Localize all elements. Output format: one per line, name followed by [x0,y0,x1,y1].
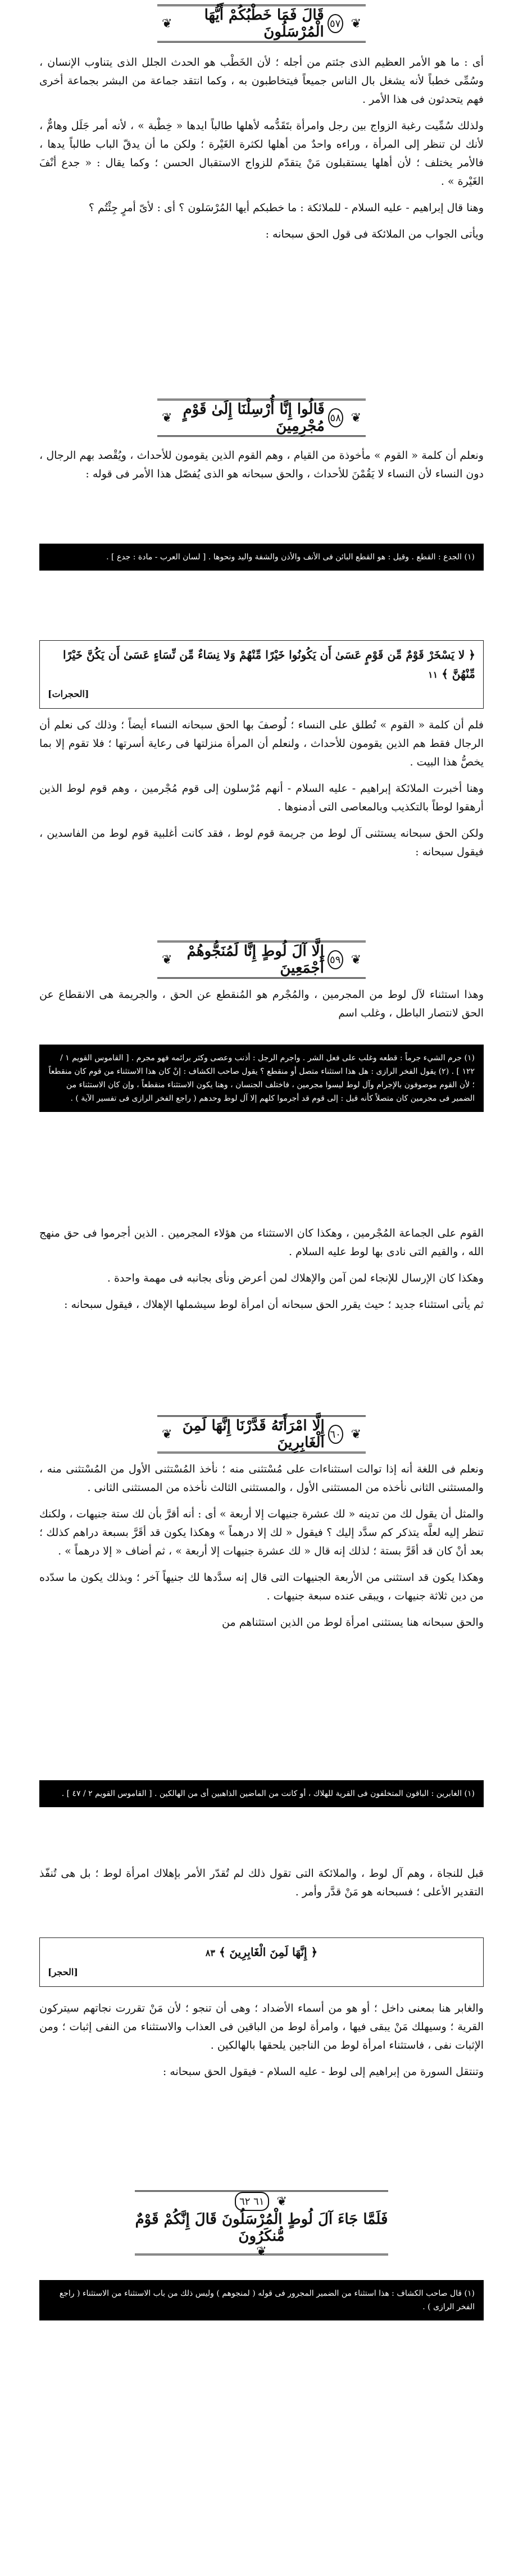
verse-banner [135,2190,388,2259]
verse-number: ٥٨ [328,408,343,427]
footnote: (١) الغابرين : الباقون المتخلفون فى القرية للهلاك ، أو كانت من الماضين الذاهبين أى من الهالكين . [ القاموس القويم ٢ / ٤٧ ] . [39,1780,484,1807]
body-text [39,1224,484,1322]
paragraph: ونعلم فى اللغة أنه إذا توالت استثناءات على مُسْتثنى منه ؛ نأخذ المُسْتثنى الأول من المُسْتثنى منه ، والمستثنى الثانى نأخذه من المستثنى الأول ، والمستثنى الثالث نأخذه من المستثنى الثانى . [39,1463,484,1494]
footnote: (١) جرم الشيء جرماً : قطعه وغلب على فعل الشر . واجرم الرجل : أذنب وعصى وكثر برائمه فهو مجرم . [ القاموس القويم ١ / ١٢٢ ] . (٢) يقول الفخر الرازى : هل هذا استثناء متصل أو منقطع ؟ يقول صاحب الكشاف : إنْ كان هذا الاستثناء من قوم كان منقطعاً ؛ لأن القوم موصوفون بالإجرام وآل لوط ليسوا مجرمين ، فاختلف الجنسان ، وهنا يكون الاستثناء منقطعاً ، وإن كان الاستثناء من الضمير فى مجرمين كان متصلاً كأنه قيل : إلى قوم قد أجرموا كلهم إلا آل لوط وحدهم ( راجع الفخر الرازى فى تفسير الآية ) . [39,1045,484,1112]
ornament-icon: ❦ [162,952,172,967]
verse-banner [157,399,366,437]
verse-banner [157,1415,366,1453]
body-text [39,1460,484,1640]
ornament-icon: ❦ [162,16,172,31]
verse-number: ٥٧ [328,14,343,33]
footnote: (١) قال صاحب الكشاف : هذا استثناء من الضمير المجرور فى قوله ( لمنجوهم ) وليس ذلك من باب الاستثناء من الاستثناء ( راجع الفخر الرازى ) . [39,2280,484,2320]
paragraph: وهذا استثناء لآل لوط من المجرمين ، والمُجْرم هو المُنقطع عن الحق ، والجريمة هى الانقطاع عن الحق لانتصار الباطل ، وغلب اسم [39,988,484,1019]
body-text [39,1864,484,1909]
verse-text: ﴿ إِنَّهَا لَمِنَ الْغَابِرِينَ ﴾ [219,1945,318,1959]
verse-number: ٦٠ [328,1425,343,1444]
quoted-verse [39,1937,484,1987]
paragraph: والحق سبحانه هنا يستثنى امرأة لوط من الذين استثناهم من [222,1616,484,1629]
verse-number: ١١ [428,669,438,680]
paragraph: وهكذا يكون قد استثنى من الأربعة الجنيهات التى قال إنه سدَّدها لك جنيهاً آخر ؛ وبذلك يكون ما سدّده من دين ثلاثة جنيهات ، ويبقى عنده سبعة جنيهات . [39,1571,484,1602]
page-4 [0,1853,523,2576]
verse-number: ٨٣ [205,1948,215,1958]
page-2 [0,635,523,1202]
page-3 [0,1213,523,1842]
paragraph: القوم على الجماعة المُجْرمين ، وهكذا كان الاستثناء من هؤلاء المجرمين . الذين أجرموا فى حق منهج الله ، والقيم التى نادى بها لوط عليه السلام . [39,1227,484,1258]
ornament-icon: ❦ [162,411,172,425]
verse-banner [157,4,366,43]
paragraph: ولكن الحق سبحانه يستثنى آل لوط من جريمة قوم لوط ، فقد كانت أغلبية قوم لوط من الفاسدين ، فيقول سبحانه : [39,827,484,858]
body-text [39,53,484,252]
surah-reference: [الحجرات] [48,689,89,699]
verse-text: إِلَّا امْرَأَتَهُ قَدَّرْنَا إِنَّهَا لَمِنَ الْغَابِرِينَ [182,1417,325,1451]
body-text [39,986,484,1031]
paragraph: ولذلك سُمِّيت رغبة الزواج بين رجل وامرأة بتَقَدُّمه لأهلها طالباً ايدها « خِطْبة » ، لأنه أمر جَلَل وهامٌّ ، لأنك لن تنظر إلى المرأة ، وراءه واحدٌ من أهلها لكثرة الغَيْرة ؛ ولكن ما أن يدقّ الباب طالباً يدها ، فالأمر يختلف ؛ لأن أهلها يستقبلون مَنْ يتقدّم للزواج الاستقبال الحسن ؛ وكما يقال : « جدع أنْفَ الغَيْرة » . [39,120,484,188]
paragraph: فلم أن كلمة « القوم » تُطلق على النساء ؛ لُوصفَ بها الحق سبحانه النساء أيضاً ؛ وذلك كى نعلم أن الرجال فقط هم الذين يقومون للأحداث ، ولنعلم أن المرأة منزلتها فى رعاية أسرتها ؛ فلا تقوم إلا بما يخصُّ هذا البيت . [39,719,484,768]
surah-reference: [الحجر] [48,1967,78,1977]
body-text [39,446,484,491]
paragraph: والغابر هنا بمعنى داخل ؛ أو هو من أسماء الأضداد ؛ وهى أن تنجو ؛ لأن مَنْ تقررت نجاتهم سيتركون القرية ؛ وسيهلك مَنْ يبقى فيها ، وامرأة لوط من الباقين فى العذاب والاستثناء من النفى إثبات ؛ ومن الإثبات نفى ، فاستثناء امرأة لوط من الناجين يلحقها بالهالكين . [39,2002,484,2051]
paragraph: وهنا أخبرت الملائكة إبراهيم - عليه السلام - أنهم مُرْسلون إلى قوم مُجْرمين ، وهم قوم لوط الذين أرهقوا لوطاً بالتكذيب وبالمعاصى التى أدمنوها . [39,782,484,813]
paragraph: وهكذا كان الإرسال للإنجاء لمن آمن والإهلاك لمن أعرض ونأى بجانبه فى مهمة واحدة . [107,1272,484,1284]
paragraph: ويأتى الجواب من الملائكة فى قول الحق سبحانه : [265,228,484,240]
ornament-icon: ❦ [351,411,361,425]
paragraph: والمثل أن يقول لك من تدينه « لك عشرة جنيهات إلا أربعة » أى : أنه أقرَّ بأن لك ستة جنيهات ، ولكنك تنظر إليه لعلَّه يتذكر كم سدَّد إليك ؟ فيقول « لك إلا درهماً » وهكذا يكون قد أقَرَّ بسبعة دراهم كذلك ؛ بعد أنْ كان قد أقَرَّ بستة ؛ لذلك إنه قال « لك عشرة جنيهات إلا أربعة » ، ثم أضاف « إلا درهماً » . [39,1508,484,1557]
paragraph: قبل للنجاة ، وهم آل لوط ، والملائكة التى تقول ذلك لم تُقدّر الأمر بإهلاك امرأة لوط ؛ بل هى تُنفّذ التقدير الأعلى ؛ فسبحانه هو مَنْ قدَّر وأمر . [39,1867,484,1898]
quoted-verse [39,640,484,709]
ornament-icon: ❦ [256,2245,267,2259]
page-1 [0,0,523,623]
verse-text: ﴿ لا يَسْخَرْ قَوْمٌ مِّن قَوْمٍ عَسَىٰ أَن يَكُونُوا خَيْرًا مِّنْهُمْ وَلا نِسَاءٌ مِّن نِّسَاءٍ عَسَىٰ أَن يَكُنَّ خَيْرًا مِّنْهُنَّ ﴾ [63,648,475,681]
verse-banner [157,941,366,979]
verse-number: ٥٩ [328,950,343,969]
paragraph: وهنا قال إبراهيم - عليه السلام - للملائكة : ما خطبكم أيها المُرْسَلون ؟ أى : لأىّ أمرٍ جِئْتُم ؟ [88,202,484,214]
ornament-icon: ❦ [351,1427,361,1442]
paragraph: وتنتقل السورة من إبراهيم إلى لوط - عليه السلام - فيقول الحق سبحانه : [162,2066,484,2078]
ornament-icon: ❦ [351,952,361,967]
footnote: (١) الجدع : القطع . وقيل : هو القطع البائن فى الأنف والأذن والشفة واليد ونحوها . [ لسان العرب - مادة : جدع ] . [39,544,484,571]
ornament-icon: ❦ [276,2194,287,2209]
body-text [39,716,484,869]
ornament-icon: ❦ [162,1427,172,1442]
ornament-icon: ❦ [351,16,361,31]
paragraph: أى : ما هو الأمر العظيم الذى جئتم من أجله ؛ لأن الخَطْب هو الحدث الجلل الذى يتناوب الإنسان ، وسُمِّى خطباً لأنه يشغل بال الناس جميعاً فيتخاطبون به ، وكما انتقد جماعة من البشر بجماعة أخرى فهم يتحدثون فى هذا الأمر . [39,56,484,106]
verse-number: ٦١ ٦٢ [235,2192,269,2211]
verse-text: فَلَمَّا جَاءَ آلَ لُوطٍ الْمُرْسَلُونَ قَالَ إِنَّكُمْ قَوْمٌ مُّنكَرُونَ [135,2211,388,2245]
paragraph: ثم يأتى استثناء جديد ؛ حيث يقرر الحق سبحانه أن امرأة لوط سيشملها الإهلاك ، فيقول سبحانه : [64,1298,484,1311]
verse-text: قَالُوا إِنَّا أُرْسِلْنَا إِلَىٰ قَوْمٍ مُجْرِمِينَ [183,401,325,435]
verse-text: إِلَّا آلَ لُوطٍ إِنَّا لَمُنَجُّوهُمْ أَجْمَعِينَ [187,943,324,977]
paragraph: ونعلم أن كلمة « القوم » مأخوذة من القيام ، وهم القوم الذين يقومون للأحداث ، ويُقْصد بهم الرجال ، دون النساء لأن النساء لا يَقُمْنَ للأحداث ، والحق سبحانه هو الذى يُفصّل هذا الأمر فى قوله : [39,449,484,480]
body-text [39,1999,484,2089]
verse-text: قَالَ فَمَا خَطْبُكُمْ أَيُّهَا الْمُرْسَلُونَ [204,7,324,40]
